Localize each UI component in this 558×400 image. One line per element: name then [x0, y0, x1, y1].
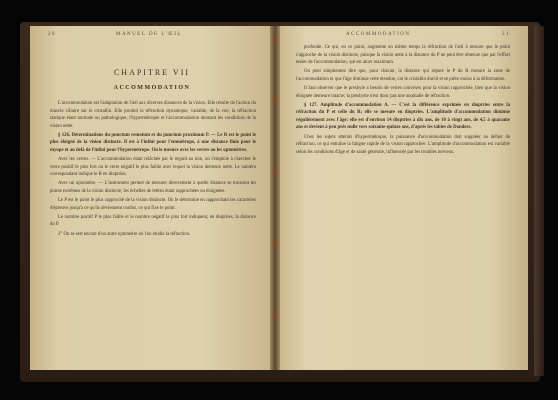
binding-stitch [273, 96, 277, 102]
left-page-number: 20 [48, 32, 56, 37]
cover-edge [534, 26, 544, 376]
left-page [30, 26, 274, 370]
book-gutter [270, 26, 280, 370]
left-paragraph: Avec un optomètre. — L'instrument permet de mesurer directement à quelle distance se trouvent les points extrêmes de la vision distincte, les échelles de lettres étant rapprochées ou éloignées. [50, 181, 256, 195]
binding-stitch [273, 240, 277, 246]
chapter-heading: CHAPITRE VII [113, 68, 191, 77]
right-paragraph: Il faut observer que le presbyte a besoin de verres convexes pour la vision rapprochée, bien que la vision éloignée demeure intacte; la presbytie n'est donc pas une anomalie de réfraction. [296, 85, 510, 99]
left-paragraph: Le P est le point le plus rapproché de la vision distincte. On le détermine en rapprochant les caractères d'épreuve jusqu'à ce qu'ils deviennent confus, ce qui fixe le point. [50, 198, 256, 211]
right-page [276, 26, 528, 370]
right-page-body [296, 44, 510, 158]
chapter-title: ACCOMMODATION [113, 85, 191, 91]
binding-stitch [273, 168, 277, 174]
left-paragraph: Avec les verres. — L'accommodation étant relâchée par le regard au loin, on l'emploie à chercher le verre positif le plus fort ou le verre négatif le plus faible avec lequel la vision demeure nette. Le numéro correspondant indique le R en dioptries. [50, 157, 256, 178]
left-paragraph: L'accommodation est l'adaptation de l'œil aux diverses distances de la vision. Elle résulte de l'action du muscle ciliaire sur le cristallin. Elle produit la réfraction dynamique, variable, de la vue; la réfraction statique étant normale ou pathologique, l'hypermétropie et l'accommodation donnant les conditions de la vision nette. [50, 101, 256, 129]
binding-stitch [273, 36, 277, 42]
left-page-body [50, 100, 256, 240]
left-running-head: MANUEL DE L'ŒIL [116, 32, 182, 37]
right-paragraph: Chez les sujets atteints d'hypermétropie, la puissance d'accommodation doit suppléer au défaut de réfraction, ce qui entraîne la fatigue rapide de la vision rapprochée. L'amplitude d'accommodation est variable selon les conditions d'âge et de santé générale, influencée par les troubles nerveux. [296, 134, 510, 155]
right-paragraph: profonde. Ce qui, en ce point, augmente en même temps la réfraction de l'œil à mesure que le point s'approche de la vision distincte, puisque la vision nette à la distance du P ne peut être obtenue que par l'effort entier de l'accommodation, qui est alors maximum. [296, 45, 510, 66]
right-paragraph: On peut simplement dire que, pour chacun, la distance qui sépare le P du R mesure la zone de l'accommodation et que l'âge diminue cette étendue, car le cristallin durcit et se prête moins à la déformation. [296, 69, 510, 82]
left-paragraph: § 126. Déterminations du punctum remotum et du punctum proximum P. — Le R est le point le plus éloigné de la vision distincte. Il est à l'infini pour l'emmétrope, à une distance finie pour le myope et au delà de l'infini pour l'hypermétrope. On le mesure avec les verres ou les optomètres. [50, 132, 256, 154]
binding-stitch [273, 312, 277, 318]
right-page-number: 21 [502, 32, 510, 37]
left-paragraph: Le nombre positif P le plus faible et le nombre négatif le plus fort indiquent, en dioptries, la distance du P. [50, 214, 256, 228]
right-paragraph: § 127. Amplitude d'accommodation A. — C'est la différence exprimée en dioptries entre la réfraction du P et celle du R; elle se mesure en dioptries. L'amplitude d'accommodation diminue régulièrement avec l'âge: elle est d'environ 14 dioptries à dix ans, de 10 à vingt ans, de 4,5 à quarante ans et devient à peu près nulle vers soixante-quinze ans, d'après les tables de Donders. [296, 102, 510, 131]
right-running-head: ACCOMMODATION [346, 32, 411, 37]
left-paragraph: 2° On se sert encore d'un autre optomètre où l'on étudie la réfraction. [58, 231, 191, 237]
